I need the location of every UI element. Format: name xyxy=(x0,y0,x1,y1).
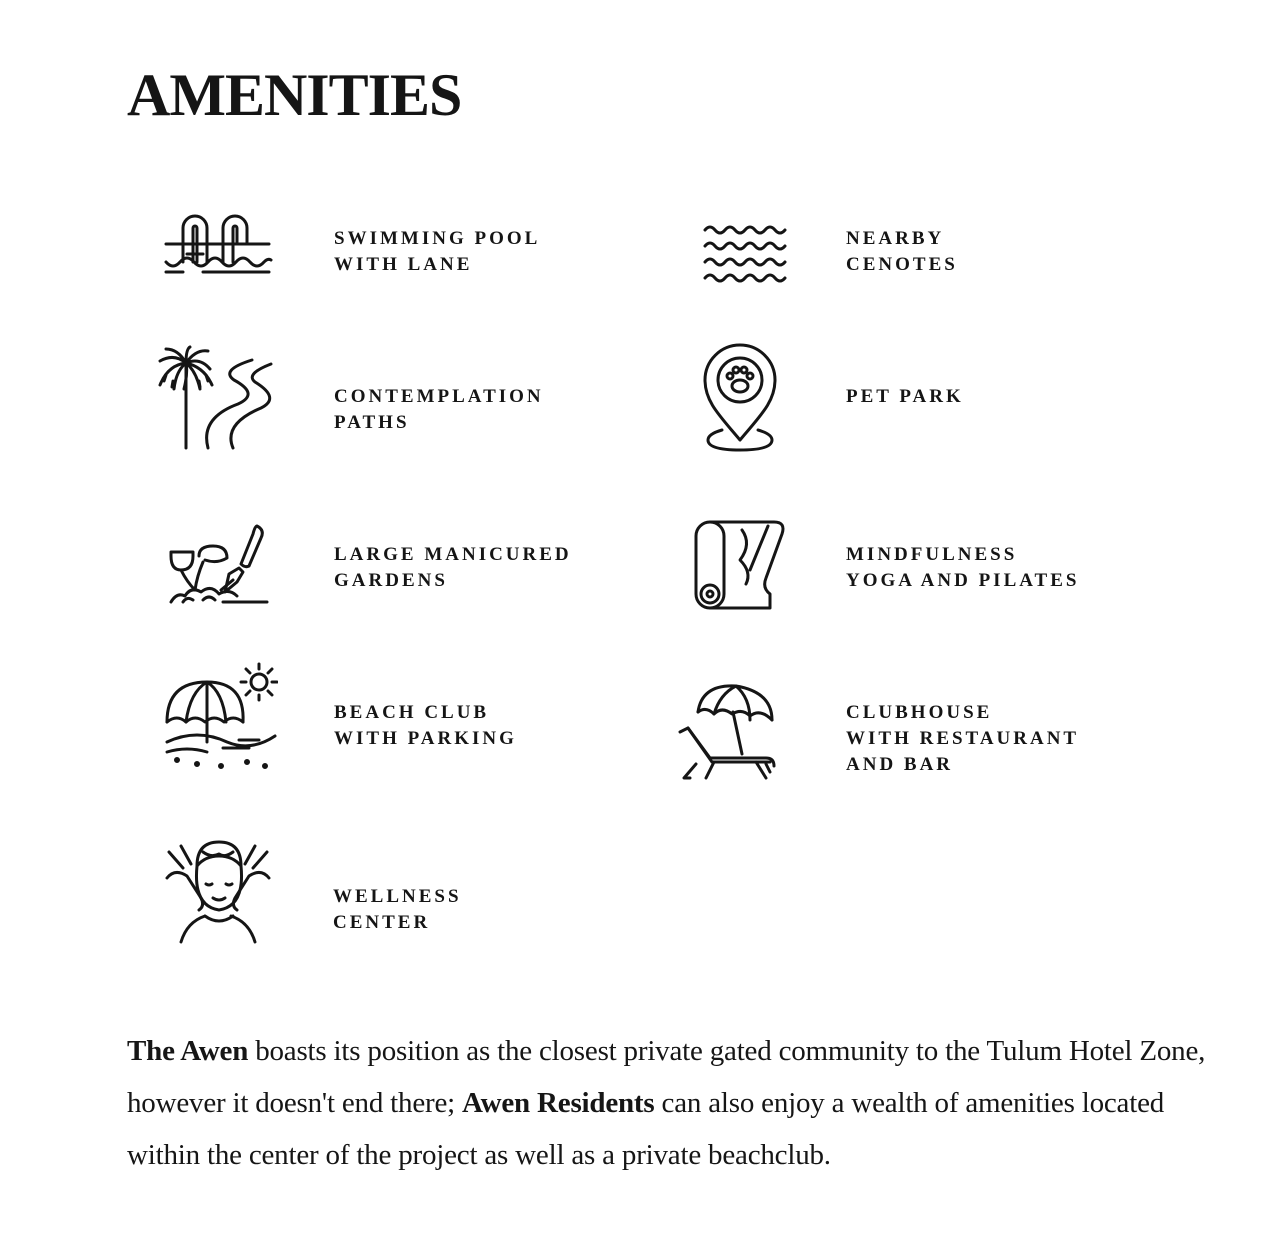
description-bold-awen-residents: Awen Residents xyxy=(462,1087,655,1119)
amenity-label-yoga: MINDFULNESS YOGA AND PILATES xyxy=(846,544,1080,591)
garden-trowel-icon xyxy=(163,520,273,610)
amenity-label-contemplation-paths: CONTEMPLATION PATHS xyxy=(334,386,544,433)
amenity-label-pet-park: PET PARK xyxy=(846,386,964,407)
description-paragraph xyxy=(127,1025,1217,1181)
amenity-label-beach-club: BEACH CLUB WITH PARKING xyxy=(334,702,517,749)
amenity-label-gardens: LARGE MANICURED GARDENS xyxy=(334,544,572,591)
amenity-label-clubhouse: CLUBHOUSE WITH RESTAURANT AND BAR xyxy=(846,702,1080,775)
page-title: AMENITIES xyxy=(127,62,462,128)
paw-pin-icon xyxy=(700,340,780,458)
lounge-chair-umbrella-icon xyxy=(676,682,776,782)
description-text-1: boasts its position as the closest private gated community to the Tulum Hotel Zone, however it doesn't end there; xyxy=(127,1035,1206,1119)
description-text-2: can also enjoy a wealth of amenities located within the center of the project as well as a private beachclub. xyxy=(127,1087,1165,1171)
facial-massage-icon xyxy=(163,838,273,948)
amenity-label-wellness: WELLNESS CENTER xyxy=(333,886,462,933)
amenity-label-cenotes: NEARBY CENOTES xyxy=(846,228,958,275)
yoga-mat-icon xyxy=(692,518,790,613)
waves-icon xyxy=(700,222,790,286)
palm-path-icon xyxy=(153,345,288,453)
swimming-pool-icon xyxy=(163,210,273,280)
amenity-label-swimming-pool: SWIMMING POOL WITH LANE xyxy=(334,228,541,275)
description-bold-the-awen: The Awen xyxy=(127,1035,249,1067)
beach-umbrella-icon xyxy=(163,662,278,772)
